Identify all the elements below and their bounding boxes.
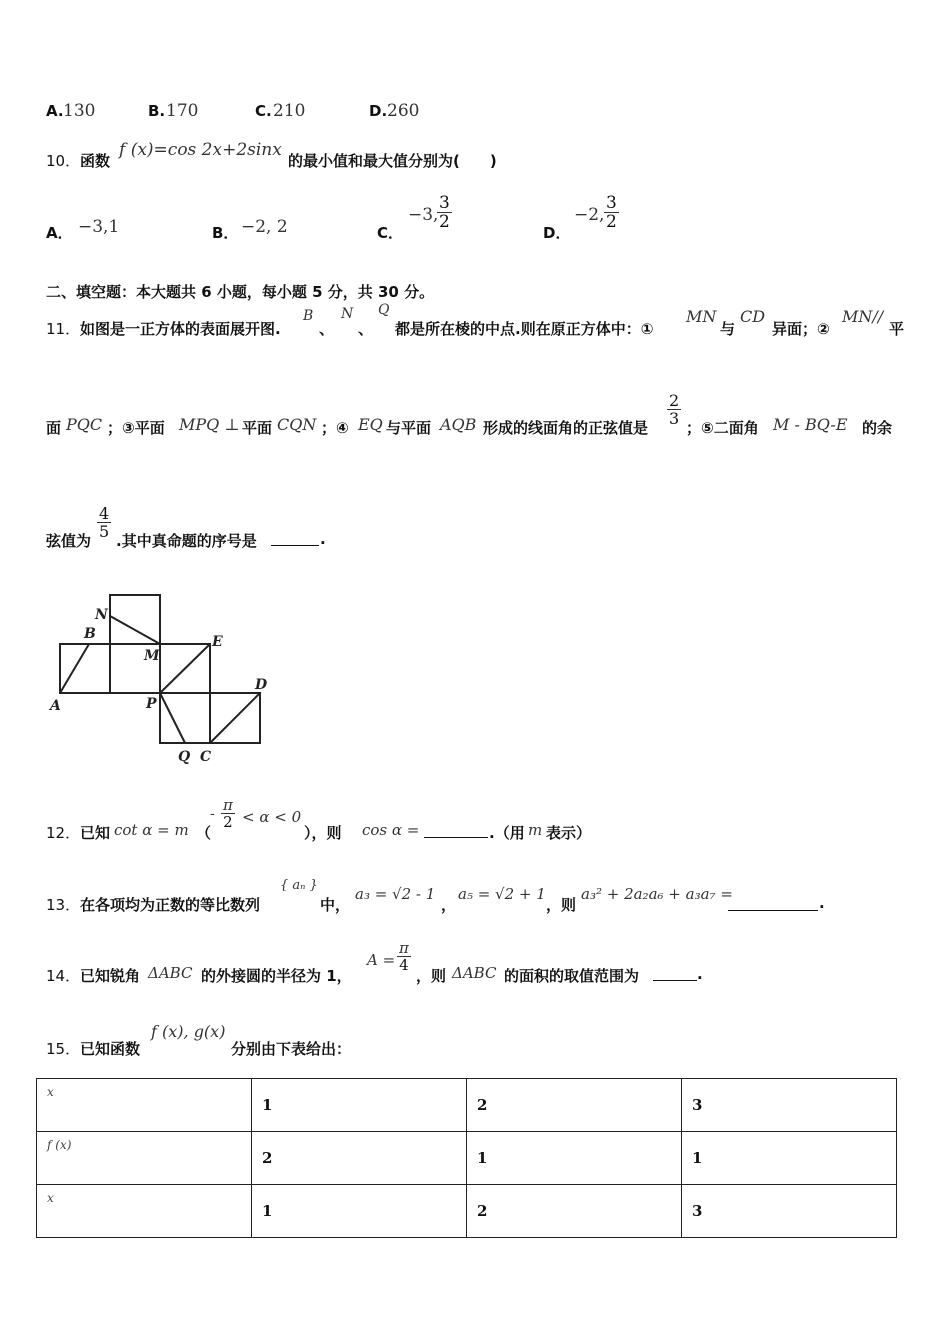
table-row bbox=[37, 1132, 897, 1185]
q12-cos: cos α = bbox=[362, 821, 420, 839]
q11-f1-num: 2 bbox=[669, 391, 680, 410]
q11-line1-end: 平 bbox=[889, 320, 905, 338]
q12-pi: π bbox=[223, 796, 233, 814]
q11-line2-e: 与平面 bbox=[386, 419, 432, 437]
q11-cqn: CQN bbox=[277, 415, 317, 434]
segment-ab bbox=[60, 644, 89, 693]
q15-post: 分别由下表给出： bbox=[231, 1040, 352, 1058]
q10-option-d-den: 2 bbox=[606, 212, 617, 232]
q10-option-c-den: 2 bbox=[439, 212, 450, 232]
q11-f2-num: 4 bbox=[99, 504, 110, 523]
q11-line3-a: 弦值为 bbox=[46, 532, 92, 550]
table-cell: 3 bbox=[682, 1079, 897, 1132]
q10-option-d-num: 3 bbox=[606, 193, 617, 213]
q11-line2-h: 的余 bbox=[862, 419, 893, 437]
label-q: Q bbox=[178, 749, 191, 765]
q14-triangle-2: ΔABC bbox=[452, 964, 497, 982]
q11-number: 11． bbox=[46, 320, 81, 338]
cube-net-figure bbox=[40, 585, 280, 770]
q14-triangle: ΔABC bbox=[148, 964, 193, 982]
table-cell: 2 bbox=[467, 1079, 682, 1132]
q11-pqc: PQC bbox=[66, 415, 103, 434]
q14-angle-a: A = bbox=[367, 951, 396, 969]
q14-four: 4 bbox=[397, 956, 411, 973]
q12-post: .（用 bbox=[489, 824, 525, 842]
q10-option-c-num: 3 bbox=[439, 193, 450, 213]
q10-formula: f (x)=cos 2x+2sinx bbox=[119, 140, 282, 160]
q11-line3-b: .其中真命题的序号是 bbox=[116, 532, 257, 550]
q10-option-a-letter: A． bbox=[46, 224, 73, 242]
segment-cd bbox=[210, 693, 260, 743]
table-cell: 3 bbox=[682, 1185, 897, 1238]
q11-answer-blank[interactable] bbox=[271, 531, 319, 546]
q10-option-c-fraction bbox=[437, 195, 452, 231]
q11-yu: 与 bbox=[720, 320, 736, 338]
q11-cd: CD bbox=[740, 307, 766, 326]
q13-answer-blank[interactable] bbox=[728, 896, 818, 911]
q10-option-c-letter: C． bbox=[377, 224, 404, 242]
q11-line1-a: 如图是一正方体的表面展开图. bbox=[80, 320, 281, 338]
q13-expression: a₃² + 2a₂a₆ + a₃a₇ = bbox=[581, 885, 733, 903]
q13-then: ，则 bbox=[546, 896, 577, 914]
q9-option-c-letter: C. bbox=[255, 102, 272, 120]
q13-pre: 在各项均为正数的等比数列 bbox=[80, 896, 261, 914]
q11-mn-parallel: MN// bbox=[842, 307, 884, 326]
q14-pre: 已知锐角 bbox=[80, 967, 141, 985]
q10-option-b-value: −2, 2 bbox=[241, 217, 288, 237]
q10-option-c-value: −3, bbox=[408, 205, 439, 225]
q12-two: 2 bbox=[221, 813, 235, 830]
q10-number: 10． bbox=[46, 152, 81, 170]
table-row bbox=[37, 1185, 897, 1238]
q11-eq: EQ bbox=[358, 415, 383, 434]
q11-line2-a: 面 bbox=[46, 419, 62, 437]
q11-point-b: B bbox=[303, 308, 314, 324]
q14-mid: 的外接圆的半径为 1， bbox=[201, 967, 352, 985]
q12-cot: cot α = m bbox=[114, 821, 189, 839]
q13-end: . bbox=[819, 894, 825, 912]
q12-pre: 已知 bbox=[80, 824, 111, 842]
q14-end: . bbox=[697, 965, 703, 983]
q11-line3-end: . bbox=[320, 530, 326, 548]
label-c: C bbox=[200, 749, 212, 765]
q11-line2-g: ；⑤二面角 bbox=[686, 419, 759, 437]
q10-post: 的最小值和最大值分别为( ) bbox=[288, 152, 497, 170]
q10-option-a-value: −3,1 bbox=[78, 217, 120, 237]
label-e: E bbox=[212, 634, 223, 650]
q11-line2-b: ；③平面 bbox=[107, 419, 165, 437]
label-b: B bbox=[84, 626, 96, 642]
q13-mid: 中， bbox=[320, 896, 351, 914]
label-m: M bbox=[144, 648, 160, 664]
q10-option-d-value: −2, bbox=[574, 205, 605, 225]
q9-option-c-value: 210 bbox=[273, 101, 306, 121]
table-row-head: x bbox=[37, 1079, 252, 1132]
q13-a5: a₅ = √2 + 1 bbox=[458, 885, 546, 903]
label-p: P bbox=[146, 696, 157, 712]
q14-number: 14． bbox=[46, 967, 81, 985]
function-table bbox=[36, 1078, 897, 1238]
table-row-head: f (x) bbox=[37, 1132, 252, 1185]
q9-option-d-value: 260 bbox=[387, 101, 420, 121]
q11-sep1: 、 bbox=[319, 320, 335, 338]
q11-line2-f: 形成的线面角的正弦值是 bbox=[483, 419, 649, 437]
label-a: A bbox=[50, 698, 61, 714]
q12-fraction-pi-2 bbox=[221, 798, 235, 830]
q9-option-a-value: 130 bbox=[63, 101, 96, 121]
q10-pre: 函数 bbox=[80, 152, 111, 170]
table-row bbox=[37, 1079, 897, 1132]
q11-dihedral: M - BQ-E bbox=[773, 415, 848, 434]
q15-functions: f (x), g(x) bbox=[151, 1022, 226, 1041]
q13-comma: ， bbox=[441, 896, 457, 914]
table-cell: 1 bbox=[252, 1185, 467, 1238]
q14-pi: π bbox=[399, 939, 409, 957]
q13-sequence: { aₙ } bbox=[280, 878, 318, 893]
q14-answer-blank[interactable] bbox=[653, 966, 697, 981]
q9-option-b-letter: B. bbox=[148, 102, 166, 120]
table-cell: 2 bbox=[467, 1185, 682, 1238]
q11-line2-c: 平面 bbox=[242, 419, 273, 437]
segment-pe bbox=[160, 644, 210, 693]
q10-option-d-fraction bbox=[604, 195, 619, 231]
q11-f2-den: 5 bbox=[99, 522, 110, 541]
q12-minus: - bbox=[210, 806, 215, 822]
segment-nm bbox=[110, 616, 160, 644]
q11-line2-d: ；④ bbox=[321, 419, 349, 437]
q11-fraction-2-3 bbox=[667, 393, 681, 427]
q11-aqb: AQB bbox=[440, 415, 477, 434]
table-cell: 2 bbox=[252, 1132, 467, 1185]
q14-post: 的面积的取值范围为 bbox=[504, 967, 640, 985]
q12-post2: 表示） bbox=[546, 824, 592, 842]
q12-inequality: < α < 0 bbox=[242, 808, 302, 826]
q9-option-a-letter: A. bbox=[46, 102, 64, 120]
q13-number: 13． bbox=[46, 896, 81, 914]
q11-f1-den: 3 bbox=[669, 409, 680, 428]
q11-mpq-perp: MPQ ⊥ bbox=[179, 415, 240, 434]
table-row-head: x bbox=[37, 1185, 252, 1238]
q10-option-d-letter: D． bbox=[543, 224, 571, 242]
q11-point-n: N bbox=[341, 306, 354, 322]
table-cell: 1 bbox=[682, 1132, 897, 1185]
q12-paren-open: （ bbox=[196, 824, 212, 842]
q11-point-q: Q bbox=[378, 302, 390, 318]
q11-fraction-4-5 bbox=[97, 506, 111, 540]
segment-pq bbox=[160, 693, 185, 743]
q9-option-d-letter: D. bbox=[369, 102, 388, 120]
net-face-4 bbox=[160, 693, 210, 743]
q14-fraction-pi-4 bbox=[397, 941, 411, 973]
q12-answer-blank[interactable] bbox=[424, 823, 488, 838]
table-cell: 1 bbox=[252, 1079, 467, 1132]
label-d: D bbox=[255, 677, 268, 693]
q11-line1-c: 异面；② bbox=[772, 320, 830, 338]
table-cell: 1 bbox=[467, 1132, 682, 1185]
q11-line1-b: 都是所在棱的中点.则在原正方体中：① bbox=[395, 320, 654, 338]
q13-a3: a₃ = √2 - 1 bbox=[355, 885, 436, 903]
q15-pre: 已知函数 bbox=[80, 1040, 141, 1058]
label-n: N bbox=[95, 607, 108, 623]
section-heading-fill-in: 二、填空题：本大题共 6 小题，每小题 5 分，共 30 分。 bbox=[46, 283, 435, 301]
q12-m: m bbox=[528, 821, 543, 839]
q9-option-b-value: 170 bbox=[166, 101, 199, 121]
q11-sep2: 、 bbox=[358, 320, 374, 338]
q15-number: 15． bbox=[46, 1040, 81, 1058]
q11-mn: MN bbox=[686, 307, 717, 326]
q10-option-b-letter: B． bbox=[212, 224, 239, 242]
q12-paren-close: ），则 bbox=[304, 824, 342, 842]
q14-then: ，则 bbox=[416, 967, 447, 985]
q12-number: 12． bbox=[46, 824, 81, 842]
